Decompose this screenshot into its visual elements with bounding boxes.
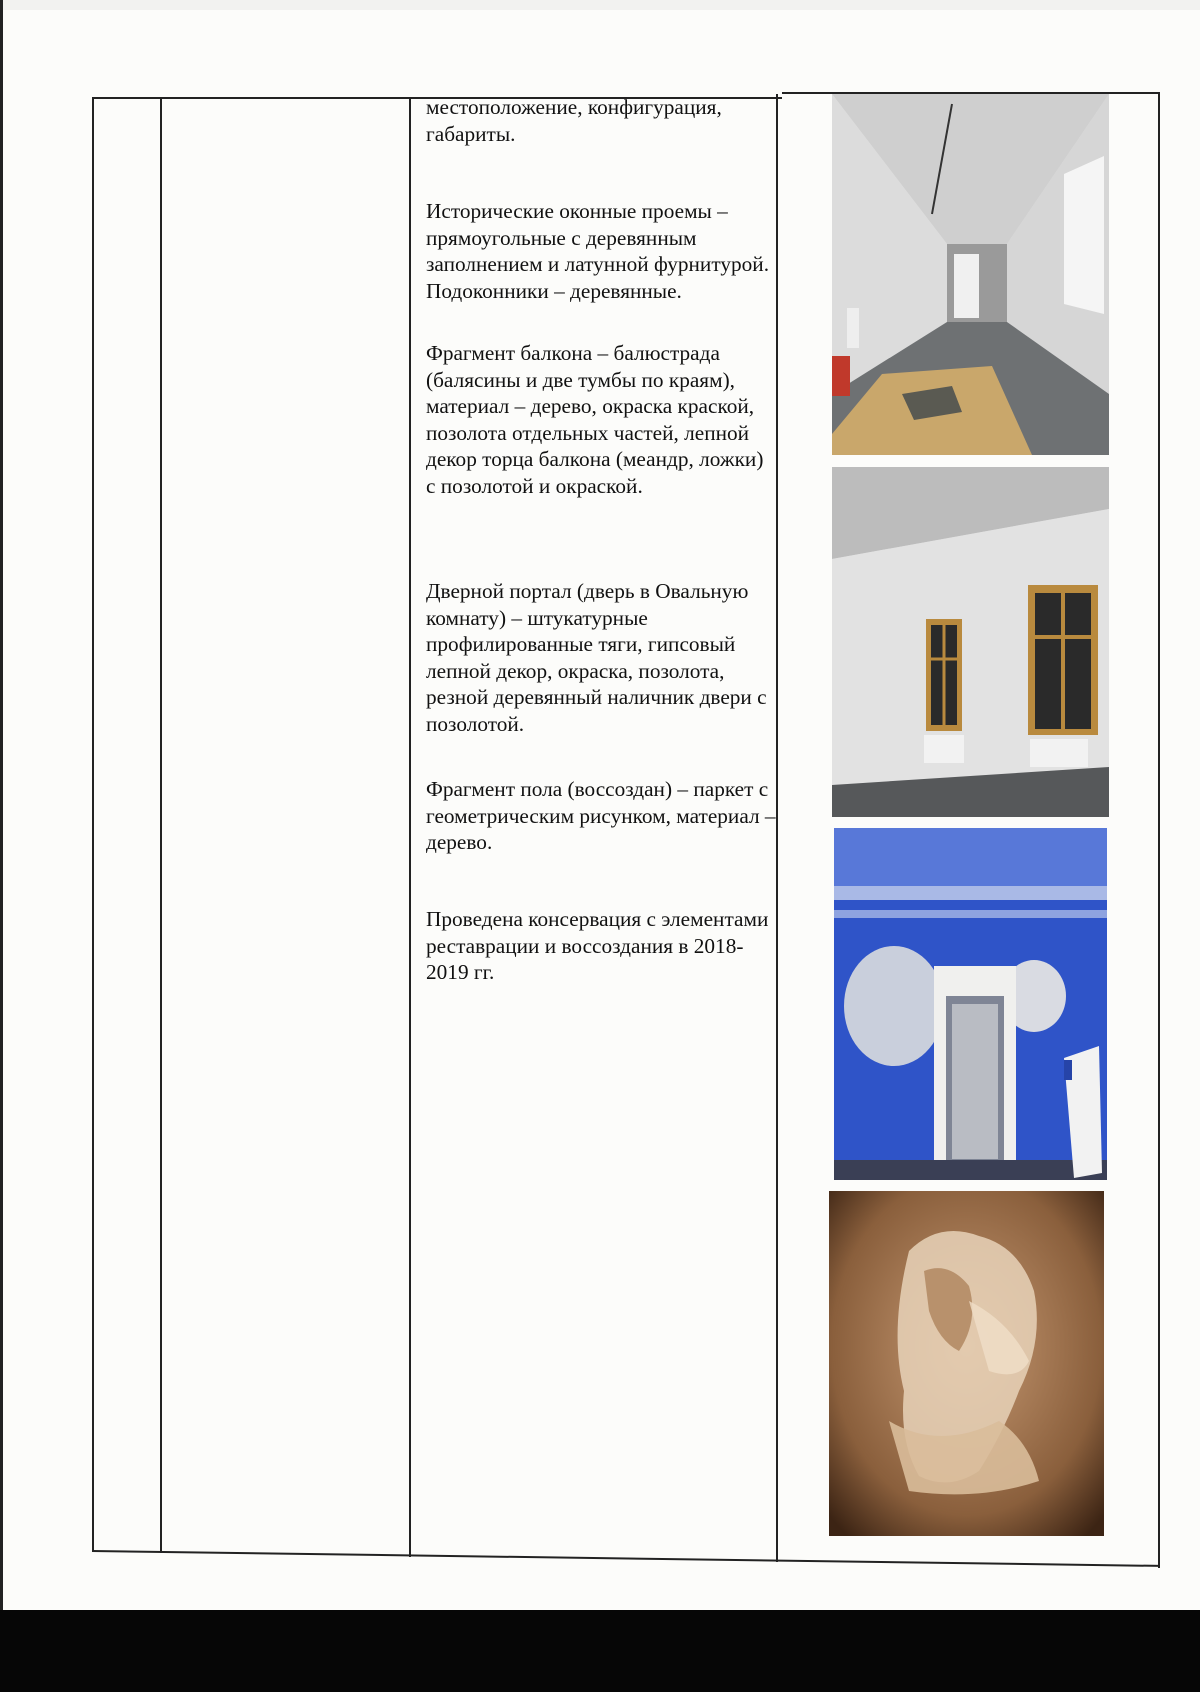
table-col-border-1 <box>92 97 94 1551</box>
relief-sculpture-photo <box>829 1191 1104 1536</box>
paragraph-windows: Исторические оконные проемы – прямоугольные с деревянным заполнением и латунной фурнитурой. Подоконники – деревянные. <box>426 199 770 303</box>
paragraph-conservation: Проведена консервация с элементами реставрации и воссоздания в 2018-2019 гг. <box>426 907 769 984</box>
table-col-border-5 <box>1158 92 1160 1568</box>
paragraph-balcony: Фрагмент балкона – балюстрада (балясины и две тумбы по краям), материал – дерево, окраска краской, позолота отдельных частей, лепной декор торца балкона (меандр, ложки) с позолотой и окраской. <box>426 341 764 498</box>
blue-door-portal-photo <box>834 828 1107 1180</box>
relief-sculpture-photo-icon <box>829 1191 1104 1536</box>
corridor-photo <box>832 94 1109 455</box>
table-col-border-4 <box>776 94 778 1562</box>
paragraph-door-portal: Дверной портал (дверь в Овальную комнату) – штукатурные профилированные тяги, гипсовый лепной декор, окраска, позолота, резной деревянный наличник двери с позолотой. <box>426 579 767 736</box>
table-bottom-border <box>92 1550 1160 1566</box>
table-col-border-2 <box>160 97 162 1553</box>
table-col-border-3 <box>409 97 411 1557</box>
scan-top-edge <box>0 0 1200 10</box>
blue-door-portal-photo-icon <box>834 828 1107 1180</box>
paragraph-location: местоположение, конфигурация, габариты. <box>426 95 722 146</box>
corridor-photo-icon <box>832 94 1109 455</box>
scan-bottom-band <box>0 1610 1200 1692</box>
paragraph-floor: Фрагмент пола (воссоздан) – паркет с геометрическим рисунком, материал – дерево. <box>426 777 776 854</box>
scan-left-edge <box>0 0 3 1620</box>
window-wall-photo-icon <box>832 467 1109 817</box>
window-wall-photo <box>832 467 1109 817</box>
